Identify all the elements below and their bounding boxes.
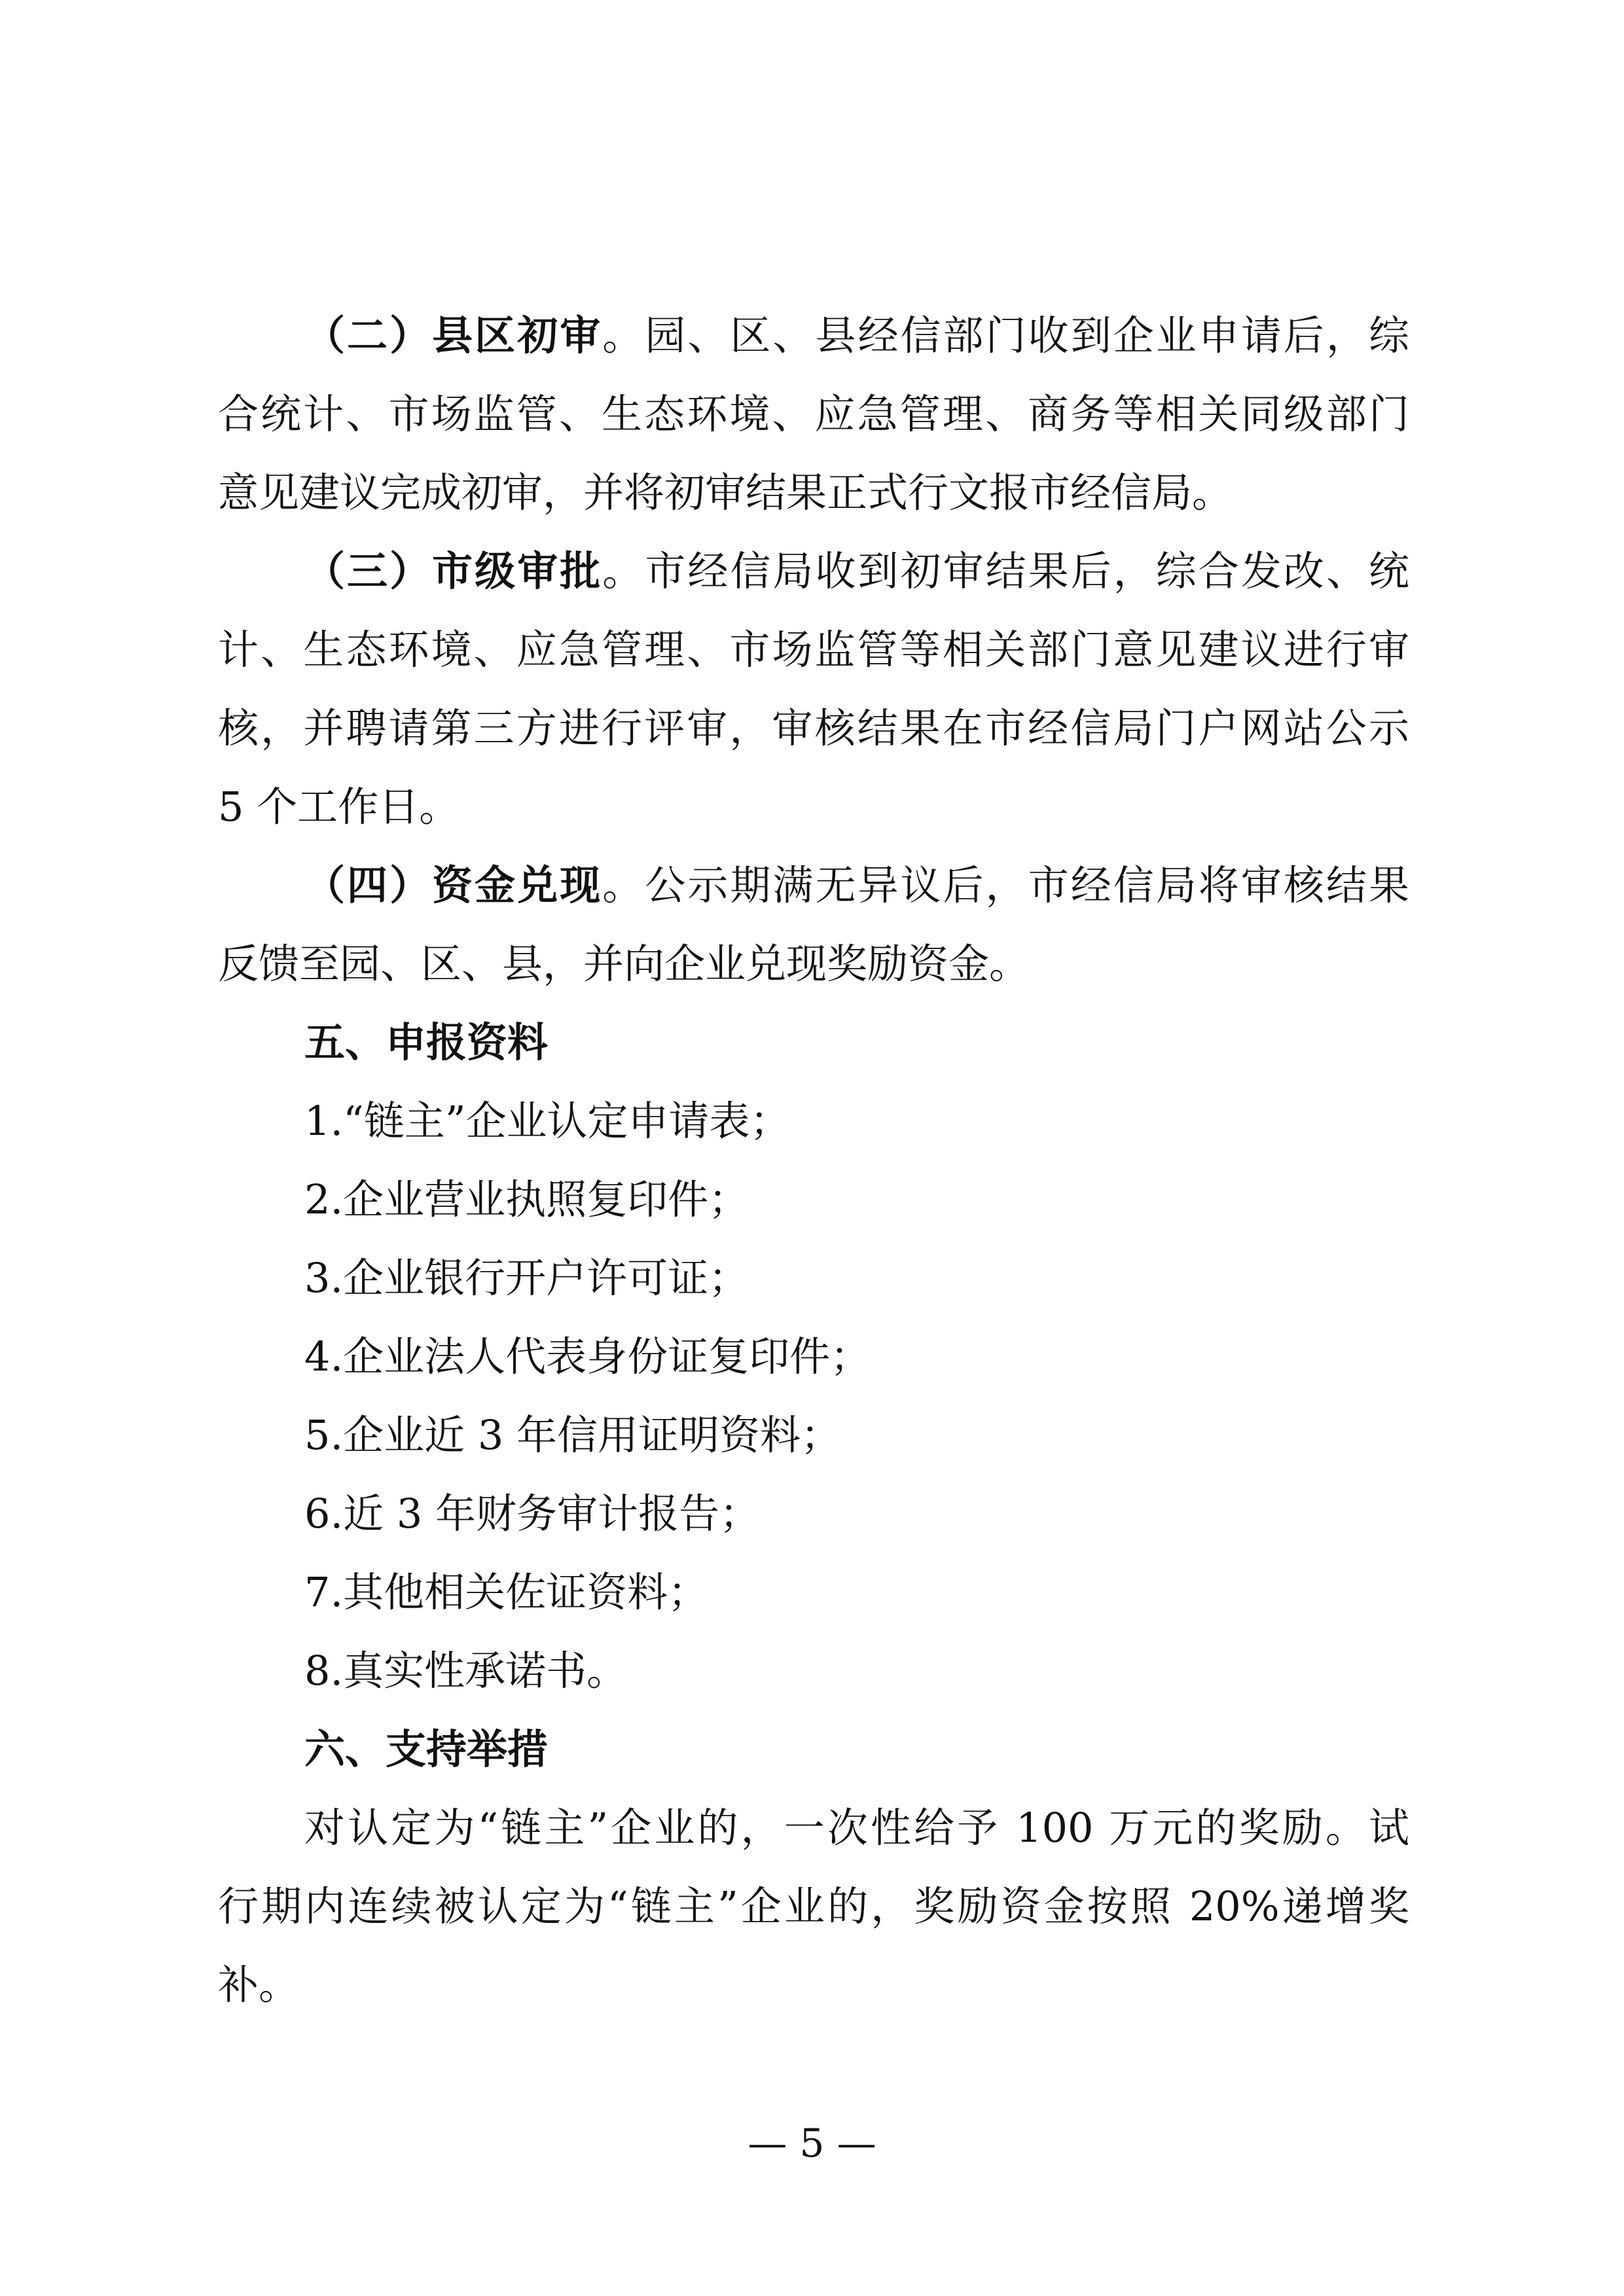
support-measures-line-3: 补。 [218,1961,300,2009]
section-support-measures-heading: 六、支持举措 [304,1725,549,1773]
paragraph-city-approval-line-3: 核，并聘请第三方进行评审，审核结果在市经信局门户网站公示 [218,704,1409,752]
materials-list-item: 8.真实性承诺书。 [304,1647,628,1695]
fund-payment-text: 。公示期满无异议后，市经信局将审核结果 [602,861,1409,909]
paragraph-city-approval-line-1 [304,547,1409,595]
materials-list-item: 6.近 3 年财务审计报告； [304,1490,761,1537]
materials-list-item: 2.企业营业执照复印件； [304,1175,749,1223]
materials-list-item: 5.企业近 3 年信用证明资料； [304,1411,842,1459]
paragraph-fund-payment-line-1 [304,861,1409,909]
paragraph-fund-payment-line-2: 反馈至园、区、县，并向企业兑现奖励资金。 [218,940,1030,988]
paragraph-county-review-line-3: 意见建议完成初审，并将初审结果正式行文报市经信局。 [218,469,1233,516]
materials-list-item: 1.“链主”企业认定申请表； [304,1097,791,1145]
county-review-label: （二）县区初审 [304,312,603,359]
materials-list-item: 4.企业法人代表身份证复印件； [304,1333,871,1380]
support-measures-line-1: 对认定为“链主”企业的，一次性给予 100 万元的奖励。试 [304,1804,1409,1852]
city-approval-text: 。市经信局收到初审结果后，综合发改、统 [602,547,1409,595]
support-measures-line-2: 行期内连续被认定为“链主”企业的，奖励资金按照 20%递增奖 [218,1882,1409,1930]
paragraph-city-approval-line-4: 5 个工作日。 [218,783,460,831]
paragraph-county-review-line-2: 合统计、市场监管、生态环境、应急管理、商务等相关同级部门 [218,390,1409,438]
materials-list-item: 3.企业银行开户许可证； [304,1254,749,1302]
page-number: — 5 — [748,2121,876,2166]
section-application-materials-heading: 五、申报资料 [304,1018,549,1066]
county-review-text: 。园、区、县经信部门收到企业申请后，综 [602,312,1409,359]
paragraph-city-approval-line-2: 计、生态环境、应急管理、市场监管等相关部门意见建议进行审 [218,626,1409,673]
materials-list-item: 7.其他相关佐证资料； [304,1568,709,1616]
fund-payment-label: （四）资金兑现 [304,861,603,909]
city-approval-label: （三）市级审批 [304,547,603,595]
paragraph-county-review-line-1 [304,312,1409,359]
